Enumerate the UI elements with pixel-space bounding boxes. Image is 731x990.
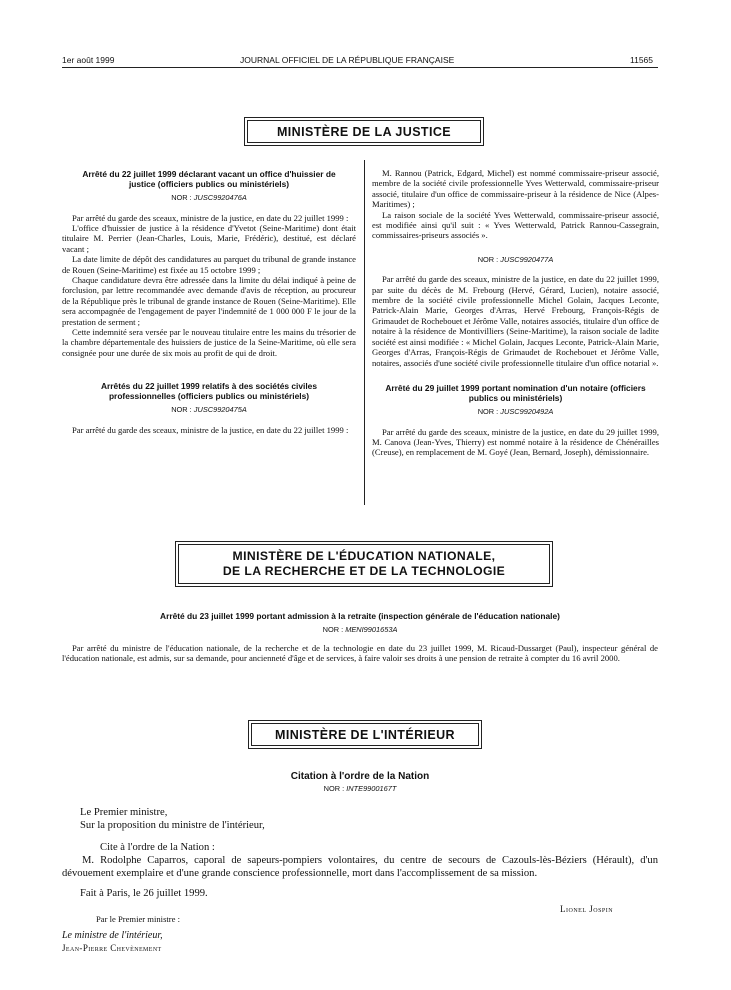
citation-body [62,841,658,880]
header-journal-title: JOURNAL OFFICIEL DE LA RÉPUBLIQUE FRANÇAISE [240,55,455,65]
citation-line: Cite à l'ordre de la Nation : [100,842,215,853]
paragraph: Par arrêté du garde des sceaux, ministre de la justice, en date du 22 juillet 1999 : [72,424,349,435]
nor-code: MENI9901653A [345,624,398,634]
by-line: Par le Premier ministre : [96,914,181,924]
header-date: 1er août 1999 [62,55,115,65]
minister-title: Le ministre de l'intérieur, [62,930,163,941]
nor-code: INTE9900167T [346,784,397,793]
paragraph: L'office d'huissier de justice à la résidence d'Yvetot (Seine-Maritime) dont était titulaire M. Perrier (Jean-Charles, Louis, Marie, Frédéric), destitué, est déclaré vacant ; [62,223,356,254]
nor-code: JUSC9920492A [500,407,554,417]
ministry-education-title-line2: DE LA RECHERCHE ET DE LA TECHNOLOGIE [222,564,506,578]
minister-name: Jean-Pierre Chevènement [62,943,162,953]
citation-date: Fait à Paris, le 26 juillet 1999. [80,888,208,899]
ministry-education-title-line1: MINISTÈRE DE L'ÉDUCATION NATIONALE, [232,549,496,563]
paragraph: Par arrêté du garde des sceaux, ministre de la justice, en date du 22 juillet 1999 : [72,212,349,223]
ministry-interior-title: MINISTÈRE DE L'INTÉRIEUR [275,727,455,742]
citation-line: Le Premier ministre, [80,807,168,818]
paragraph: Par arrêté du ministre de l'éducation nationale, de la recherche et de la technologie en date du 23 juillet 1999, M. Ricaud-Dussarget (Paul), inspecteur général de l'éducation nationale, est admis, sur sa demande, pour ancienneté d'âge et de services, à faire valoir ses droits à une pension de retraite à compter du 16 avril 2000. [62,643,658,664]
nor-code: JUSC9920475A [193,405,247,415]
ministry-interior-box [248,720,482,749]
article-title: Arrêté du 22 juillet 1999 déclarant vacant un office d'huissier de justice (officiers publics ou ministériels) [82,169,336,189]
ministry-justice-box [244,117,484,146]
nor-line: NOR : INTE9900167T [323,784,397,793]
citation-line: M. Rodolphe Caparros, caporal de sapeurs-pompiers volontaires, du centre de secours de Cazouls-lès-Béziers (Hérault), d'un dévouement exemplaire et d'une grande conscience professionnelle, mort dans l'accomplissement de sa mission. [62,855,658,879]
justice-left-column [62,170,356,435]
nor-line: NOR : MENI9901653A [322,624,398,634]
nor-line: NOR : JUSC9920476A [171,193,247,203]
signer-name: Lionel Jospin [560,904,614,914]
paragraph: Par arrêté du garde des sceaux, ministre de la justice, en date du 29 juillet 1999, M. Canova (Jean-Yves, Thierry) est nommé notaire à la résidence de Chénérailles (Creuse), en remplacement de M. Goyé (Jean, Bernard, Joseph), démissionnaire. [372,426,659,458]
column-divider [364,160,365,505]
paragraph: Par arrêté du garde des sceaux, ministre de la justice, en date du 22 juillet 1999, par suite du décès de M. Frebourg (Hervé, Gérard, Lucien), notaire associé, membre de la société civile professionnelle Michel Golain, Jacques Leconte, Patrick-Alain Marie, Georges d'Arras, Hervé Frebourg, François-Régis de Grimaudet de Rochebouet et Jérôme Valle, notaires associés, titulaire d'un office de notaire à la résidence de Montivilliers (Seine-Maritime), la raison sociale de ladite société est ainsi modifiée : « Michel Golain, Jacques Leconte, Patrick-Alain Marie, Georges d'Arras, François-Régis de Grimaudet de Rochebouet et Jérôme Valle, notaires, associés d'une société civile professionnelle titulaire d'un office notarial ». [372,274,659,368]
nor-line: NOR : JUSC9920477A [477,254,554,264]
paragraph: La date limite de dépôt des candidatures au parquet du tribunal de grande instance de Rouen (Seine-Maritime) est fixée au 15 octobre 1999 ; [62,254,356,275]
header-page-number: 11565 [630,55,654,65]
citation-preamble [80,806,580,832]
paragraph: M. Rannou (Patrick, Edgard, Michel) est nommé commissaire-priseur associé, membre de la société civile professionnelle Yves Wetterwald, commissaire-priseur associé, titulaire d'un office de commissaire-priseur à la résidence de Nice (Alpes-Maritimes) ; [372,168,659,210]
article-title: Arrêtés du 22 juillet 1999 relatifs à des sociétés civiles professionnelles (officiers publics ou ministériels) [100,381,317,401]
justice-right-column [372,168,659,458]
header-rule [62,67,658,68]
nor-code: JUSC9920476A [193,193,247,203]
citation-line: Sur la proposition du ministre de l'intérieur, [80,820,265,831]
ministry-justice-title: MINISTÈRE DE LA JUSTICE [276,124,452,139]
nor-line: NOR : JUSC9920492A [477,407,554,417]
nor-code: JUSC9920477A [500,254,554,264]
article-title: Arrêté du 23 juillet 1999 portant admission à la retraite (inspection générale de l'éducation nationale) [160,611,560,621]
paragraph: Chaque candidature devra être adressée dans la limite du délai indiqué à peine de forclusion, par lettre recommandée avec demande d'avis de réception, au procureur de la République près le tribunal de grande instance de Rouen (Seine-Maritime). Elle sera accompagnée de l'engagement de payer l'indemnité de 1 000 000 F le jour de la prestation de serment ; [62,275,356,327]
ministry-education-box [175,541,553,587]
nor-line: NOR : JUSC9920475A [171,405,247,415]
paragraph: La raison sociale de la société Yves Wetterwald, commissaire-priseur associé, est modifiée ainsi qu'il suit : « Yves Wetterwald, Patrick Rannou-Cassegrain, commissaires-priseurs associés ». [372,209,659,241]
article-title: Arrêté du 29 juillet 1999 portant nomination d'un notaire (officiers publics ou ministériels) [385,382,646,403]
paragraph: Cette indemnité sera versée par le nouveau titulaire entre les mains du trésorier de la chambre départementale des huissiers de justice de la Seine-Maritime, où elle sera consignée pour une durée de six mois au profit de qui de droit. [62,327,356,358]
education-article [62,612,658,664]
citation-title: Citation à l'ordre de la Nation [290,771,430,782]
